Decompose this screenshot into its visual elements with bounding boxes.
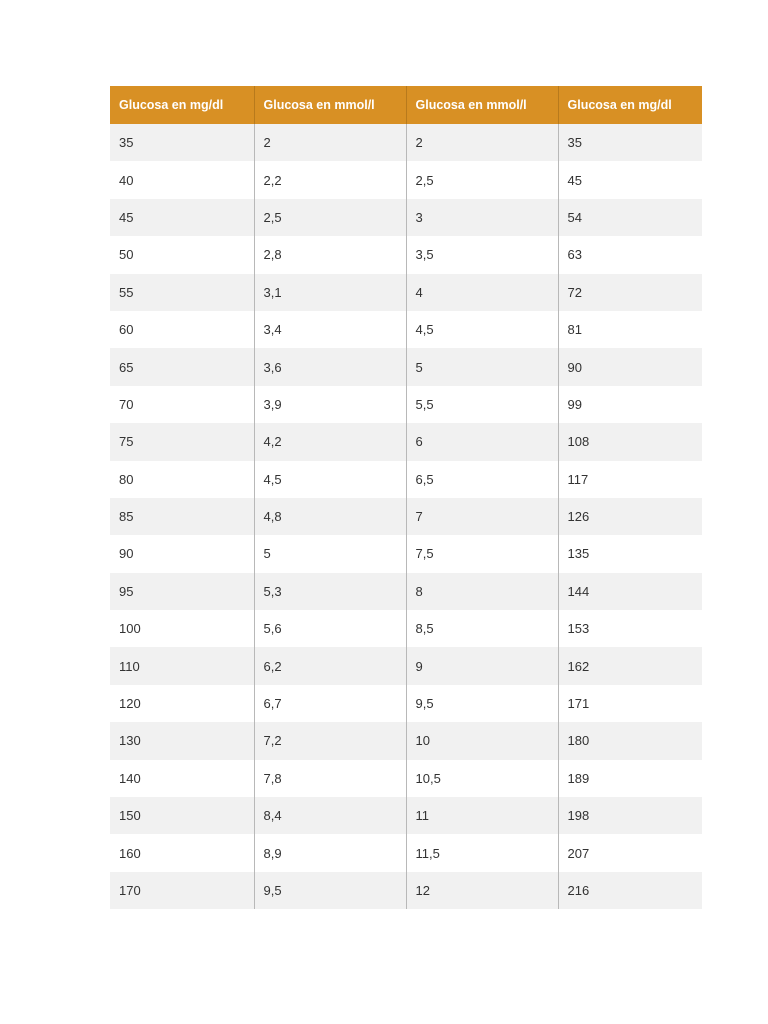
table-row xyxy=(110,348,702,385)
cell-mgdl-left: 80 xyxy=(110,461,254,498)
cell-mgdl-right: 144 xyxy=(558,573,702,610)
table-row xyxy=(110,386,702,423)
header-mgdl-right: Glucosa en mg/dl xyxy=(558,86,702,124)
table-row xyxy=(110,685,702,722)
cell-mmoll-right: 2 xyxy=(406,124,558,161)
table-row xyxy=(110,423,702,460)
table-row xyxy=(110,199,702,236)
cell-mgdl-right: 72 xyxy=(558,274,702,311)
table-row xyxy=(110,872,702,909)
cell-mgdl-right: 108 xyxy=(558,423,702,460)
cell-mmoll-left: 2,2 xyxy=(254,161,406,198)
cell-mgdl-right: 90 xyxy=(558,348,702,385)
cell-mmoll-left: 7,8 xyxy=(254,760,406,797)
cell-mgdl-left: 45 xyxy=(110,199,254,236)
header-row xyxy=(110,86,702,124)
cell-mgdl-left: 130 xyxy=(110,722,254,759)
cell-mmoll-right: 10,5 xyxy=(406,760,558,797)
cell-mgdl-left: 170 xyxy=(110,872,254,909)
cell-mmoll-right: 5,5 xyxy=(406,386,558,423)
cell-mmoll-left: 5,6 xyxy=(254,610,406,647)
cell-mmoll-left: 6,2 xyxy=(254,647,406,684)
cell-mmoll-left: 5 xyxy=(254,535,406,572)
table-row xyxy=(110,834,702,871)
cell-mgdl-left: 65 xyxy=(110,348,254,385)
cell-mgdl-left: 140 xyxy=(110,760,254,797)
cell-mmoll-left: 2,8 xyxy=(254,236,406,273)
cell-mgdl-right: 81 xyxy=(558,311,702,348)
cell-mmoll-right: 8,5 xyxy=(406,610,558,647)
cell-mmoll-right: 2,5 xyxy=(406,161,558,198)
cell-mmoll-right: 9 xyxy=(406,647,558,684)
cell-mgdl-right: 45 xyxy=(558,161,702,198)
cell-mgdl-left: 85 xyxy=(110,498,254,535)
cell-mgdl-left: 55 xyxy=(110,274,254,311)
table-row xyxy=(110,610,702,647)
cell-mgdl-right: 180 xyxy=(558,722,702,759)
cell-mmoll-right: 11,5 xyxy=(406,834,558,871)
cell-mgdl-right: 54 xyxy=(558,199,702,236)
cell-mgdl-left: 90 xyxy=(110,535,254,572)
header-mmoll-right: Glucosa en mmol/l xyxy=(406,86,558,124)
cell-mmoll-right: 8 xyxy=(406,573,558,610)
cell-mmoll-right: 7,5 xyxy=(406,535,558,572)
cell-mmoll-left: 2 xyxy=(254,124,406,161)
table-row xyxy=(110,498,702,535)
cell-mgdl-left: 100 xyxy=(110,610,254,647)
cell-mgdl-right: 162 xyxy=(558,647,702,684)
cell-mmoll-right: 12 xyxy=(406,872,558,909)
table-row xyxy=(110,760,702,797)
table-row xyxy=(110,461,702,498)
cell-mgdl-right: 189 xyxy=(558,760,702,797)
table-row xyxy=(110,722,702,759)
table-header xyxy=(110,86,702,124)
cell-mmoll-left: 9,5 xyxy=(254,872,406,909)
cell-mgdl-left: 110 xyxy=(110,647,254,684)
cell-mmoll-right: 5 xyxy=(406,348,558,385)
cell-mgdl-left: 150 xyxy=(110,797,254,834)
table-row xyxy=(110,647,702,684)
table-row xyxy=(110,236,702,273)
cell-mgdl-left: 75 xyxy=(110,423,254,460)
cell-mmoll-left: 8,9 xyxy=(254,834,406,871)
cell-mmoll-right: 6,5 xyxy=(406,461,558,498)
cell-mgdl-right: 171 xyxy=(558,685,702,722)
table-row xyxy=(110,573,702,610)
cell-mmoll-left: 6,7 xyxy=(254,685,406,722)
cell-mmoll-right: 3,5 xyxy=(406,236,558,273)
cell-mmoll-right: 10 xyxy=(406,722,558,759)
cell-mmoll-right: 6 xyxy=(406,423,558,460)
cell-mgdl-left: 95 xyxy=(110,573,254,610)
cell-mgdl-right: 207 xyxy=(558,834,702,871)
cell-mmoll-left: 3,4 xyxy=(254,311,406,348)
cell-mmoll-left: 3,6 xyxy=(254,348,406,385)
cell-mgdl-left: 35 xyxy=(110,124,254,161)
table-row xyxy=(110,311,702,348)
cell-mmoll-right: 11 xyxy=(406,797,558,834)
cell-mmoll-right: 4,5 xyxy=(406,311,558,348)
cell-mgdl-left: 160 xyxy=(110,834,254,871)
cell-mgdl-left: 40 xyxy=(110,161,254,198)
cell-mgdl-right: 117 xyxy=(558,461,702,498)
cell-mgdl-left: 120 xyxy=(110,685,254,722)
table-body xyxy=(110,124,702,909)
glucose-conversion-table-container xyxy=(110,86,702,909)
cell-mgdl-right: 216 xyxy=(558,872,702,909)
cell-mmoll-left: 2,5 xyxy=(254,199,406,236)
cell-mmoll-left: 4,2 xyxy=(254,423,406,460)
cell-mmoll-left: 4,8 xyxy=(254,498,406,535)
cell-mmoll-right: 9,5 xyxy=(406,685,558,722)
cell-mgdl-right: 153 xyxy=(558,610,702,647)
cell-mmoll-left: 4,5 xyxy=(254,461,406,498)
cell-mmoll-left: 8,4 xyxy=(254,797,406,834)
table-row xyxy=(110,535,702,572)
table-row xyxy=(110,161,702,198)
header-mmoll-left: Glucosa en mmol/l xyxy=(254,86,406,124)
cell-mgdl-right: 198 xyxy=(558,797,702,834)
cell-mmoll-right: 7 xyxy=(406,498,558,535)
cell-mgdl-right: 99 xyxy=(558,386,702,423)
table-row xyxy=(110,797,702,834)
cell-mgdl-right: 63 xyxy=(558,236,702,273)
cell-mmoll-left: 7,2 xyxy=(254,722,406,759)
cell-mgdl-right: 126 xyxy=(558,498,702,535)
cell-mgdl-right: 35 xyxy=(558,124,702,161)
cell-mgdl-left: 70 xyxy=(110,386,254,423)
cell-mmoll-left: 3,1 xyxy=(254,274,406,311)
cell-mgdl-right: 135 xyxy=(558,535,702,572)
table-row xyxy=(110,274,702,311)
cell-mmoll-left: 5,3 xyxy=(254,573,406,610)
cell-mgdl-left: 60 xyxy=(110,311,254,348)
header-mgdl-left: Glucosa en mg/dl xyxy=(110,86,254,124)
cell-mmoll-right: 4 xyxy=(406,274,558,311)
cell-mmoll-left: 3,9 xyxy=(254,386,406,423)
cell-mmoll-right: 3 xyxy=(406,199,558,236)
glucose-conversion-table xyxy=(110,86,702,909)
cell-mgdl-left: 50 xyxy=(110,236,254,273)
table-row xyxy=(110,124,702,161)
